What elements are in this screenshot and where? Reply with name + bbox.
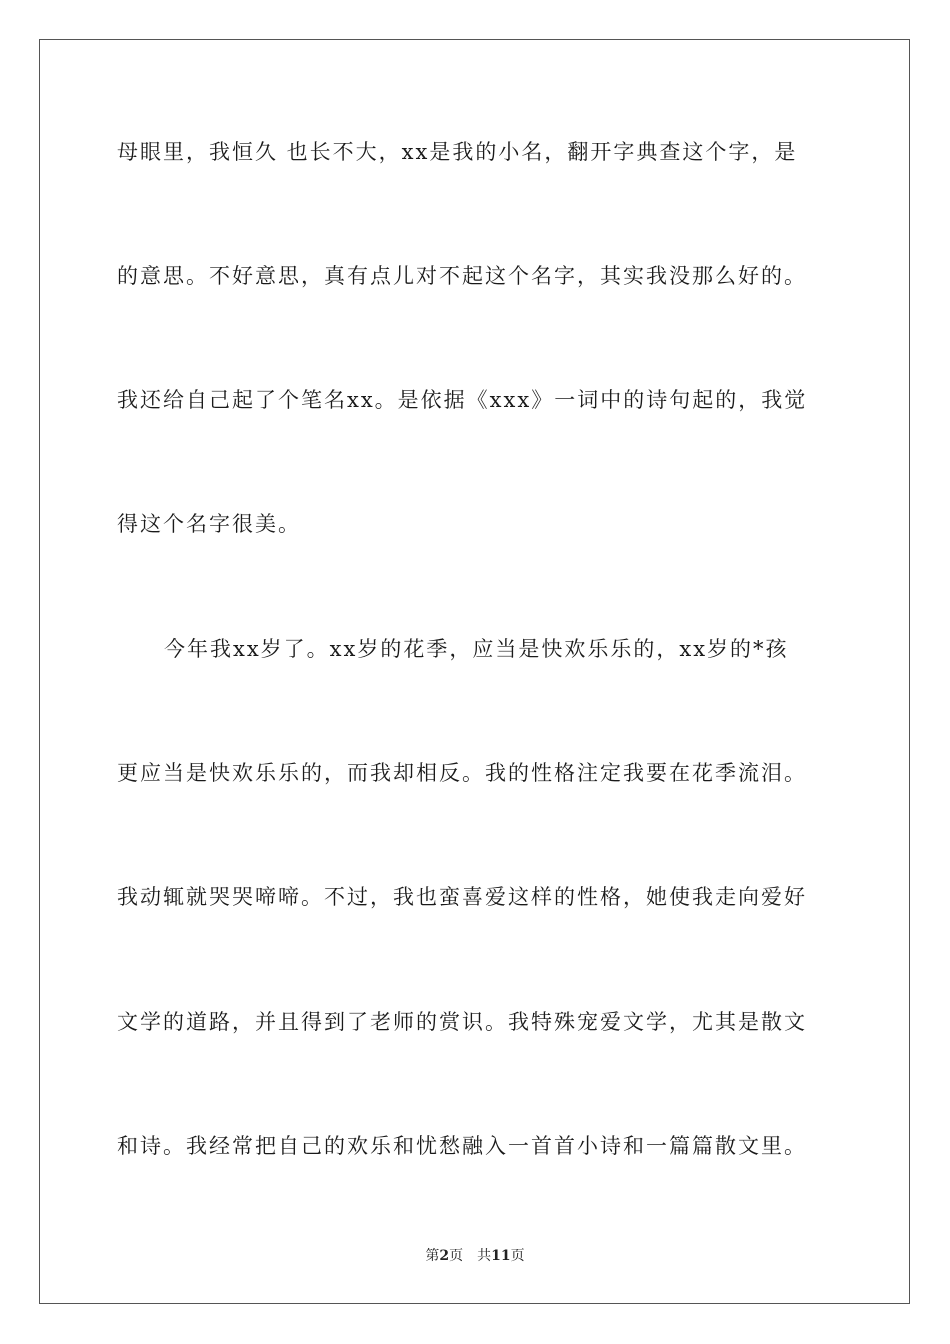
paragraph-line: 更应当是快欢乐乐的，而我却相反。我的性格注定我要在花季流泪。 bbox=[117, 761, 807, 785]
paragraph-line: 的意思。不好意思，真有点儿对不起这个名字，其实我没那么好的。 bbox=[117, 264, 807, 288]
current-page-number: 2 bbox=[439, 1248, 450, 1264]
paragraph-line: 得这个名字很美。 bbox=[117, 512, 301, 536]
paragraph-line: 我动辄就哭哭啼啼。不过，我也蛮喜爱这样的性格，她使我走向爱好 bbox=[117, 885, 807, 909]
total-prefix: 共 bbox=[477, 1248, 492, 1264]
page-border bbox=[39, 39, 910, 1304]
total-pages: 11 bbox=[491, 1248, 511, 1264]
page-prefix: 第 bbox=[425, 1248, 440, 1264]
paragraph-line: 文学的道路，并且得到了老师的赏识。我特殊宠爱文学，尤其是散文 bbox=[117, 1010, 807, 1034]
page-suffix: 页 bbox=[449, 1248, 464, 1264]
paragraph-line-indented: 今年我xx岁了。xx岁的花季，应当是快欢乐乐的，xx岁的*孩 bbox=[164, 637, 789, 661]
paragraph-line: 母眼里，我恒久 也长不大，xx是我的小名，翻开字典查这个字，是 bbox=[117, 140, 798, 164]
page-footer bbox=[0, 1246, 950, 1266]
total-suffix: 页 bbox=[510, 1248, 525, 1264]
paragraph-line: 和诗。我经常把自己的欢乐和忧愁融入一首首小诗和一篇篇散文里。 bbox=[117, 1134, 807, 1158]
paragraph-line: 我还给自己起了个笔名xx。是依据《xxx》一词中的诗句起的，我觉 bbox=[117, 388, 808, 412]
